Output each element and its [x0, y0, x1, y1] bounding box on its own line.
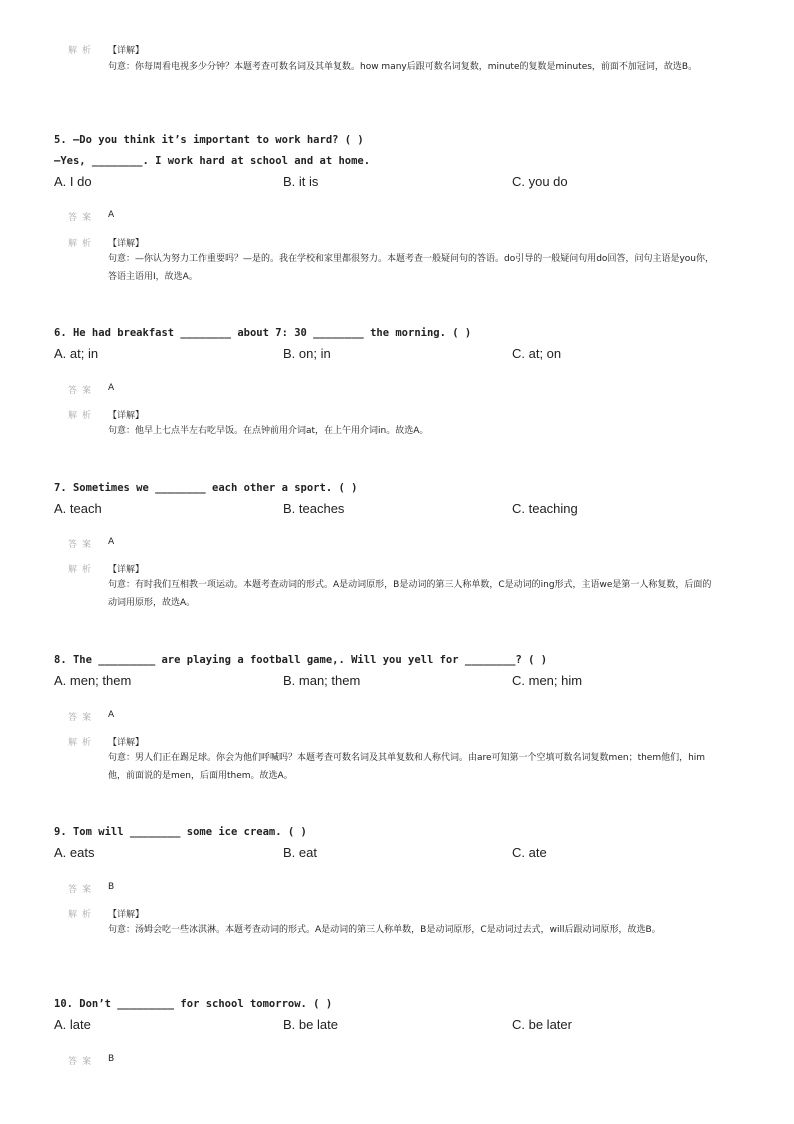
- answer-value: A: [108, 210, 115, 220]
- answer-label: 答案: [68, 713, 97, 723]
- analysis-label: 解析: [68, 738, 97, 748]
- option-b: B. be late: [283, 1017, 338, 1032]
- explanation-text: 句意：他早上七点半左右吃早饭。在点钟前用介词at，在上午用介词in。故选A。: [108, 426, 429, 436]
- analysis-label: 解析: [68, 46, 97, 56]
- analysis-label: 解析: [68, 239, 97, 249]
- answer-value: A: [108, 537, 115, 547]
- detail-heading: 【详解】: [108, 411, 145, 421]
- detail-heading: 【详解】: [108, 239, 145, 249]
- answer-value: A: [108, 383, 115, 393]
- explanation-text: 句意：男人们正在踢足球。你会为他们呼喊吗？本题考查可数名词及其单复数和人称代词。由are可知第一个空填可数名词复数men；them他们，him他，前面说的是men，后面用them。故选A。: [108, 753, 706, 781]
- answer-value: A: [108, 710, 115, 720]
- option-c: C. men; him: [512, 673, 583, 688]
- answer-label: 答案: [68, 1057, 97, 1067]
- option-c: C. you do: [512, 174, 568, 189]
- option-c: C. be later: [512, 1017, 572, 1032]
- option-a: A. eats: [54, 845, 95, 860]
- question-stem: 8. The _________ are playing a football game,. Will you yell for ________? ( ): [54, 654, 548, 666]
- explanation-text: 句意：你每周看电视多少分钟？本题考查可数名词及其单复数。how many后跟可数名词复数，minute的复数是minutes，前面不加冠词，故选B。: [108, 62, 698, 72]
- answer-label: 答案: [68, 540, 97, 550]
- answer-value: B: [108, 882, 115, 892]
- question-stem: 5. —Do you think it’s important to work hard? ( ): [54, 134, 364, 146]
- explanation-text: 句意：—你认为努力工作重要吗？—是的。我在学校和家里都很努力。本题考查一般疑问句的答语。do引导的一般疑问句用do回答，问句主语是you你，答语主语用I，故选A。: [108, 254, 714, 282]
- explanation-text: 句意：有时我们互相教一项运动。本题考查动词的形式。A是动词原形，B是动词的第三人称单数，C是动词的ing形式，主语we是第一人称复数，后面的动词用原形，故选A。: [108, 580, 712, 608]
- question-stem: 9. Tom will ________ some ice cream. ( ): [54, 826, 307, 838]
- option-a: A. teach: [54, 501, 102, 516]
- question-stem: 10. Don’t _________ for school tomorrow. ( ): [54, 998, 333, 1010]
- detail-heading: 【详解】: [108, 910, 145, 920]
- option-b: B. eat: [283, 845, 317, 860]
- analysis-label: 解析: [68, 910, 97, 920]
- detail-heading: 【详解】: [108, 46, 145, 56]
- option-a: A. I do: [54, 174, 92, 189]
- analysis-label: 解析: [68, 565, 97, 575]
- option-a: A. men; them: [54, 673, 132, 688]
- question-stem: —Yes, ________. I work hard at school and at home.: [54, 155, 371, 167]
- answer-label: 答案: [68, 885, 97, 895]
- explanation-text: 句意：汤姆会吃一些冰淇淋。本题考查动词的形式。A是动词的第三人称单数，B是动词原形，C是动词过去式，will后跟动词原形，故选B。: [108, 925, 661, 935]
- answer-value: B: [108, 1054, 115, 1064]
- option-b: B. on; in: [283, 346, 331, 361]
- option-a: A. late: [54, 1017, 91, 1032]
- option-b: B. it is: [283, 174, 319, 189]
- option-b: B. man; them: [283, 673, 361, 688]
- answer-label: 答案: [68, 213, 97, 223]
- detail-heading: 【详解】: [108, 738, 145, 748]
- option-b: B. teaches: [283, 501, 345, 516]
- option-c: C. at; on: [512, 346, 562, 361]
- question-stem: 7. Sometimes we ________ each other a sport. ( ): [54, 482, 358, 494]
- option-a: A. at; in: [54, 346, 99, 361]
- answer-label: 答案: [68, 386, 97, 396]
- question-stem: 6. He had breakfast ________ about 7: 30 ________ the morning. ( ): [54, 327, 472, 339]
- option-c: C. teaching: [512, 501, 578, 516]
- analysis-label: 解析: [68, 411, 97, 421]
- detail-heading: 【详解】: [108, 565, 145, 575]
- option-c: C. ate: [512, 845, 547, 860]
